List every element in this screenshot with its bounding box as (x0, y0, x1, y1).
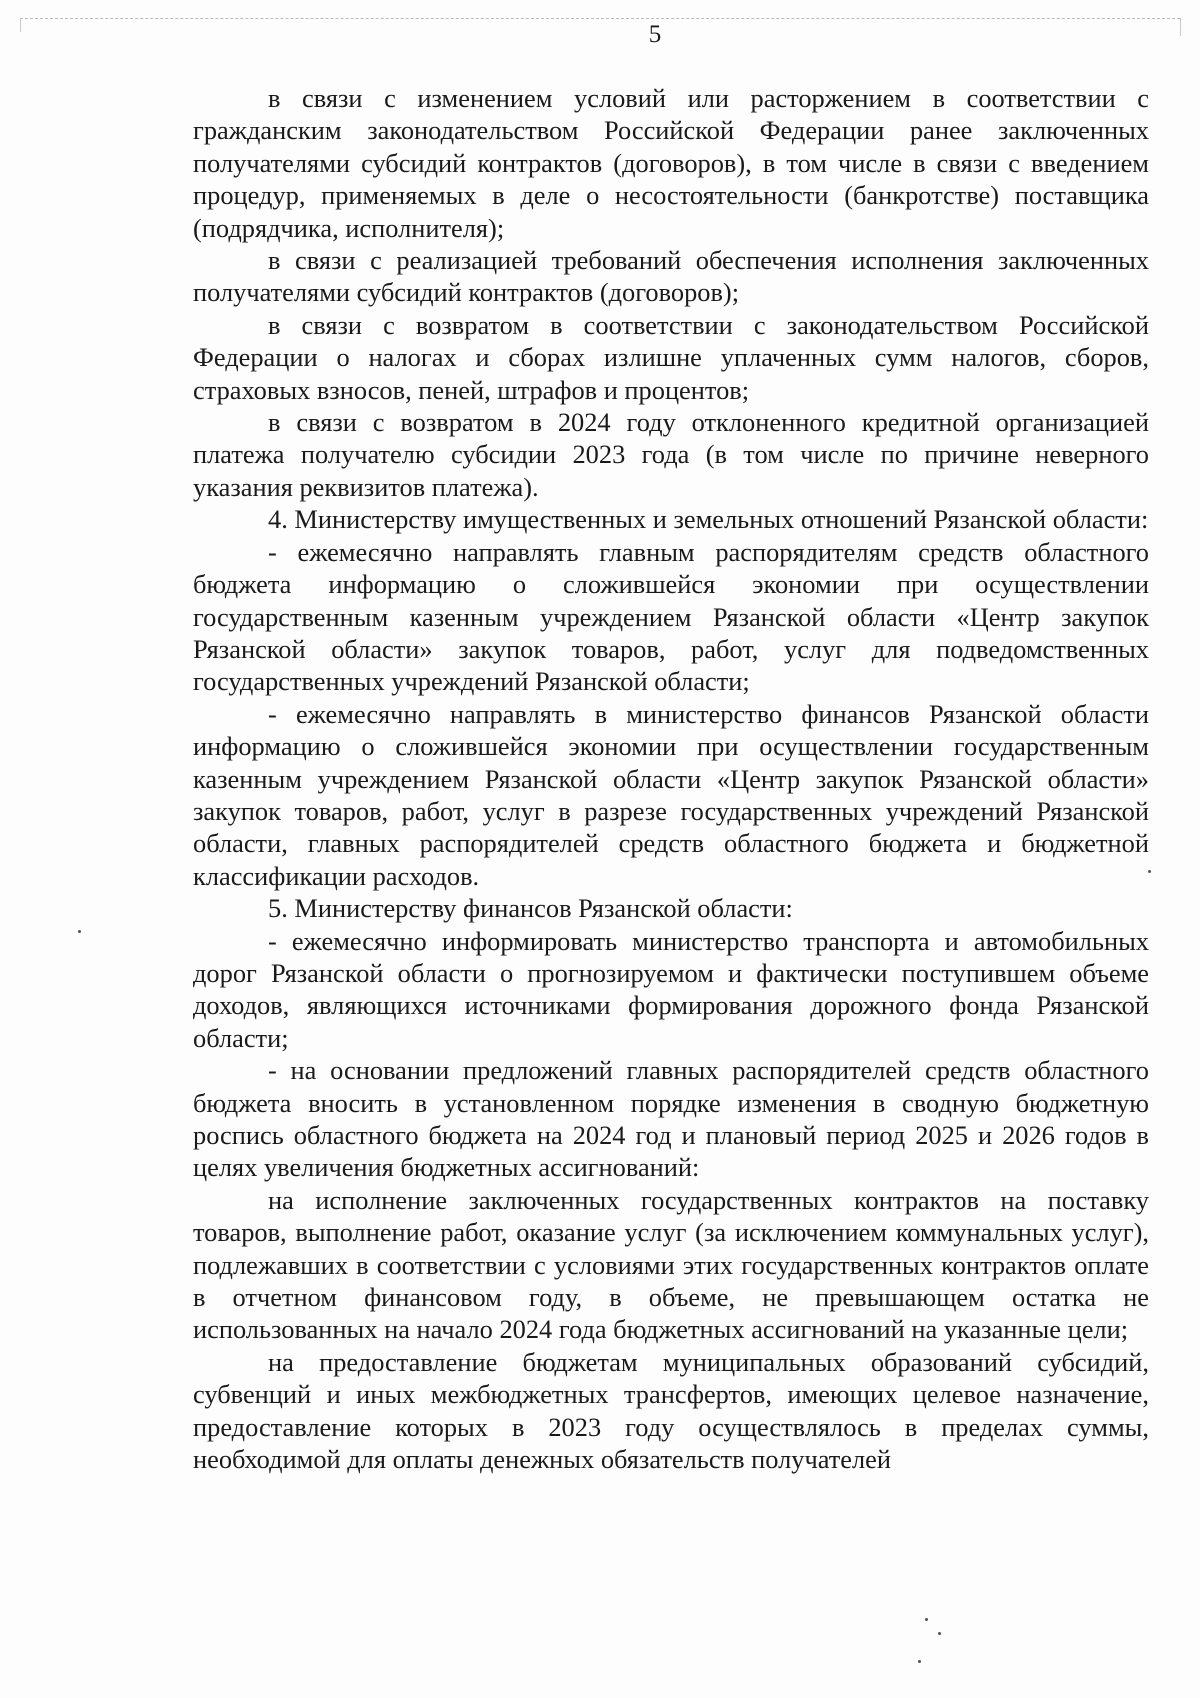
list-item: - на основании предложений главных распорядителей средств областного бюджета вносить в установленном порядке изменения в сводную бюджетную роспись областного бюджета на 2024 год и плановый период 2025 и 2026 годов в целях увеличения бюджетных ассигнований: (193, 1055, 1149, 1183)
scan-speck (78, 930, 81, 933)
document-body (193, 82, 1149, 1475)
paragraph: на предоставление бюджетам муниципальных образований субсидий, субвенций и иных межбюджетных трансфертов, имеющих целевое назначение, предоставление которых в 2023 году осуществлялось в пределах суммы, необходимой для оплаты денежных обязательств получателей (193, 1346, 1149, 1475)
list-item: - ежемесячно направлять главным распорядителям средств областного бюджета информацию о сложившейся экономии при осуществлении государственным казенным учреждением Рязанской области «Центр закупок Рязанской области» закупок товаров, работ, услуг для подведомственных государственных учреждений Рязанской области; (193, 536, 1149, 697)
scan-speck (1148, 870, 1151, 873)
list-item: - ежемесячно информировать министерство транспорта и автомобильных дорог Рязанской области о прогнозируемом и фактически поступившем объеме доходов, являющихся источниками формирования дорожного фонда Рязанской области; (193, 925, 1149, 1053)
paragraph: на исполнение заключенных государственных контрактов на поставку товаров, выполнение работ, оказание услуг (за исключением коммунальных услуг), подлежавших в соответствии с условиями этих государственных контрактов оплате в отчетном финансовом году, в объеме, не превышающем остатка не использованных на начало 2024 года бюджетных ассигнований на указанные цели; (193, 1184, 1149, 1345)
paragraph: в связи с реализацией требований обеспечения исполнения заключенных получателями субсидий контрактов (договоров); (193, 245, 1149, 308)
scan-speck (938, 1632, 941, 1635)
page-number: 5 (648, 21, 662, 48)
scan-speck (918, 1660, 921, 1663)
paragraph: в связи с возвратом в 2024 году отклоненного кредитной организацией платежа получателю субсидии 2023 года (в том числе по причине неверного указания реквизитов платежа). (193, 407, 1149, 502)
scan-speck (925, 1618, 928, 1621)
section-heading: 4. Министерству имущественных и земельных отношений Рязанской области: (268, 504, 1149, 535)
paragraph: в связи с возвратом в соответствии с законодательством Российской Федерации о налогах и сборах излишне уплаченных сумм налогов, сборов, страховых взносов, пеней, штрафов и процентов; (193, 309, 1149, 405)
list-item: - ежемесячно направлять в министерство финансов Рязанской области информацию о сложившейся экономии при осуществлении государственным казенным учреждением Рязанской области «Центр закупок Рязанской области» закупок товаров, работ, услуг в разрезе государственных учреждений Рязанской области, главных распорядителей средств областного бюджета и бюджетной классификации расходов. (193, 698, 1149, 891)
scan-edge-line (20, 18, 1180, 19)
paragraph: в связи с изменением условий или расторжением в соответствии с гражданским законодательством Российской Федерации ранее заключенных получателями субсидий контрактов (договоров), в том числе в связи с введением процедур, применяемых в деле о несостоятельности (банкротстве) поставщика (подрядчика, исполнителя); (193, 83, 1149, 243)
section-heading: 5. Министерству финансов Рязанской области: (268, 893, 793, 924)
